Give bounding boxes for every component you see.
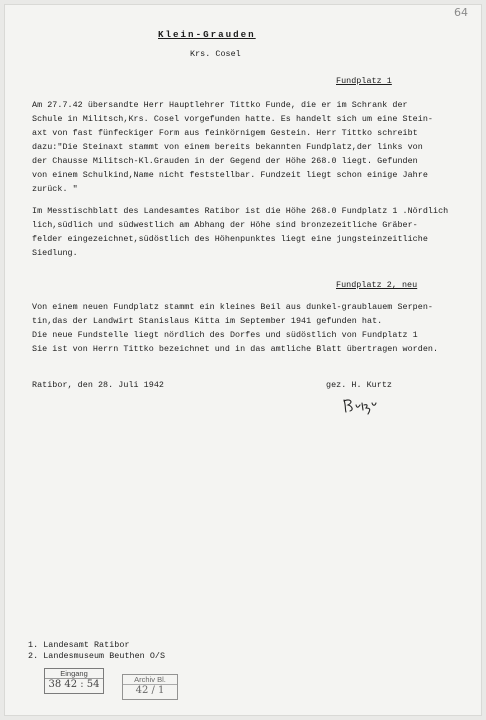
distribution-item: 1. Landesamt Ratibor [28,640,130,650]
site1-line: Siedlung. [32,248,78,258]
received-stamp [44,668,104,694]
received-stamp-label: Eingang [45,669,103,679]
site1-line: Schule in Militsch,Krs. Cosel vorgefunden hatte. Es handelt sich um eine Stein- [32,114,433,124]
archive-stamp [122,674,178,700]
site2-line: Sie ist von Herrn Tittko bezeichnet und in das amtliche Blatt übertragen worden. [32,344,439,354]
site2-heading: Fundplatz 2, neu [336,280,418,290]
site1-line: Im Messtischblatt des Landesamtes Ratibor ist die Höhe 268.0 Fundplatz 1 .Nördlich [32,206,449,216]
site1-line: lich,südlich und südwestlich am Abhang der Höhe sind bronzezeitliche Gräber- [32,220,418,230]
site1-line: zurück. " [32,184,78,194]
site1-line: felder eingezeichnet,südöstlich des Höhenpunktes liegt eine jungsteinzeitliche [32,234,428,244]
site1-line: axt von fast fünfeckiger Form aus feinkörnigem Gestein. Herr Tittko schreibt [32,128,418,138]
site1-line: der Chausse Militsch-Kl.Grauden in der Gegend der Höhe 268.0 liegt. Gefunden [32,156,418,166]
document-title: Klein-Grauden [158,29,256,40]
received-stamp-value: 38 42 : 54 [48,679,100,690]
archive-stamp-label: Archiv Bl. [123,675,177,685]
handwritten-signature [340,396,386,416]
site1-line: von einem Schulkind,Name nicht feststellbar. Fundzeit liegt schon einige Jahre [32,170,428,180]
site1-line: dazu:"Die Steinaxt stammt von einem bereits bekannten Fundplatz,der links von [32,142,423,152]
signed-by: gez. H. Kurtz [326,380,392,390]
site2-line: tin,das der Landwirt Stanislaus Kitta im September 1941 gefunden hat. [32,316,383,326]
site1-heading: Fundplatz 1 [336,76,392,86]
site2-line: Von einem neuen Fundplatz stammt ein kleines Beil aus dunkel-graublauem Serpen- [32,302,433,312]
archive-stamp-value: 42 / 1 [135,685,165,696]
site2-line: Die neue Fundstelle liegt nördlich des Dorfes und südöstlich von Fundplatz 1 [32,330,418,340]
page-number: 64 [454,6,468,19]
place-date: Ratibor, den 28. Juli 1942 [32,380,164,390]
site1-line: Am 27.7.42 übersandte Herr Hauptlehrer Tittko Funde, die er im Schrank der [32,100,408,110]
distribution-item: 2. Landesmuseum Beuthen O/S [28,651,166,661]
district-line: Krs. Cosel [190,49,241,59]
document-page [4,4,482,716]
